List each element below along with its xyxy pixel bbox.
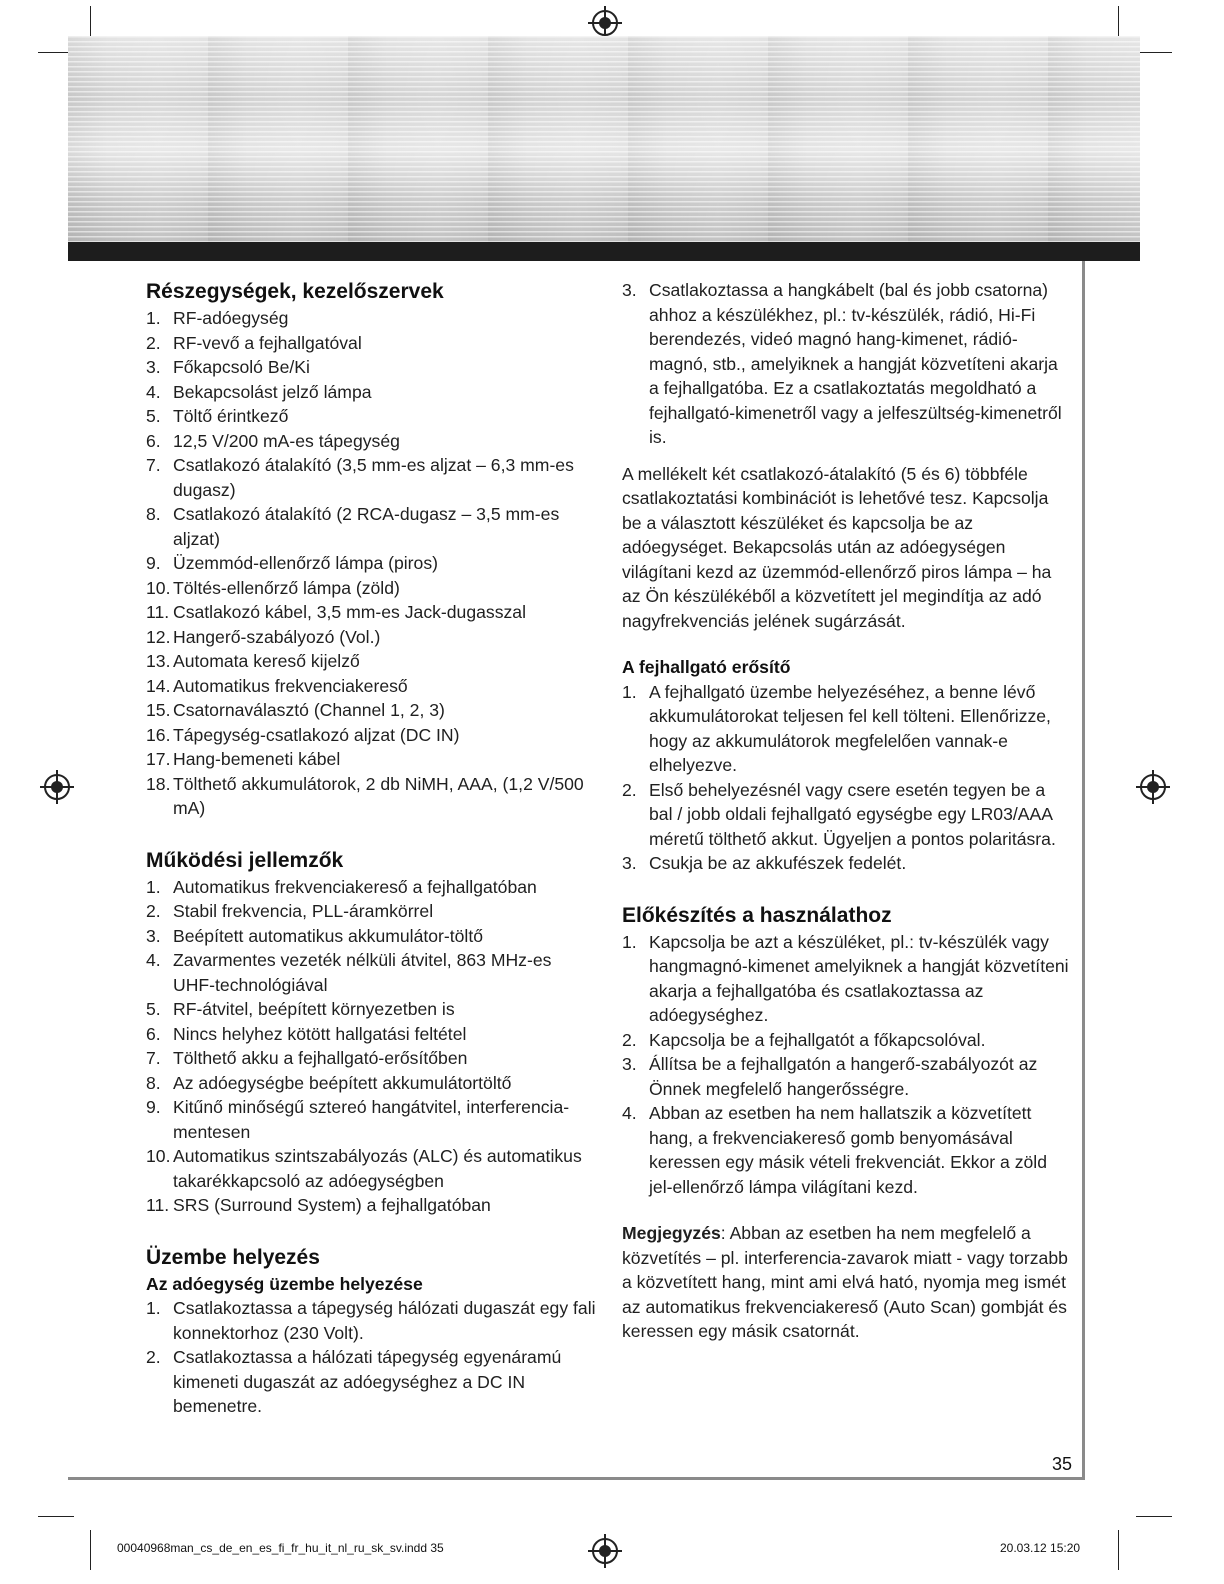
list-item <box>622 278 1072 450</box>
note-label: Megjegyzés <box>622 1223 721 1243</box>
list-item-text: Stabil frekvencia, PLL-áramkörrel <box>173 901 434 921</box>
list-item <box>146 997 596 1022</box>
setup-subheading: Az adóegység üzembe helyezése <box>146 1273 423 1294</box>
crop-mark <box>1118 6 1119 40</box>
list-item-number: 2. <box>146 901 161 921</box>
list-item-number: 1. <box>622 681 637 702</box>
list-item-text: A fejhallgató üzembe helyezéséhez, a benne lévő akkumulátorokat teljesen fel kell tölteni. Ellenőrizze, hogy az akkumulátorok megfelelően vannak-e elhelyezve. <box>649 681 1051 775</box>
list-item <box>146 331 596 356</box>
list-item-text: RF-átvitel, beépített környezetben is <box>173 999 455 1019</box>
list-item <box>146 674 596 699</box>
list-item-number: 1. <box>146 1298 161 1318</box>
list-item-number: 2. <box>146 332 161 353</box>
list-item-number: 6. <box>146 1023 161 1044</box>
adapter-paragraph: A mellékelt két csatlakozó-átalakító (5 és 6) többféle csatlakoztatási kombinációt is lehetővé tesz. Kapcsolja be a választott készüléket és kapcsolja be az adóegységet. Bekapcsolás után az adóegységen világítani kezd az üzemmód-ellenőrző piros lámpa – ha az Ön készülékéből a közvetített jel megindítja az adó nagyfrekvenciás jelének sugárzását. <box>622 463 1052 631</box>
list-item-number: 11. <box>146 1195 170 1215</box>
page-rule-right <box>1082 261 1085 1479</box>
list-item <box>146 747 596 772</box>
list-item-number: 1. <box>622 931 637 952</box>
list-item-text: Automata kereső kijelző <box>173 651 360 671</box>
list-item-number: 3. <box>146 925 161 946</box>
preparation-heading: Előkészítés a használathoz <box>622 903 892 927</box>
list-item-number: 11. <box>146 602 170 622</box>
list-item-number: 4. <box>146 381 161 402</box>
list-item-text: Töltés-ellenőrző lámpa (zöld) <box>173 577 400 598</box>
list-item-number: 18. <box>146 773 171 794</box>
list-item-number: 1. <box>146 876 161 897</box>
list-item-text: Zavarmentes vezeték nélküli átvitel, 863 MHz-es UHF-technológiával <box>173 950 552 995</box>
list-item-number: 6. <box>146 430 161 451</box>
list-item-number: 9. <box>146 1097 161 1117</box>
header-banner <box>68 36 1140 242</box>
list-item-text: Csatlakoztassa a hangkábelt (bal és jobb csatorna) ahhoz a készülékhez, pl.: tv-készülék, rádió, Hi-Fi berendezés, videó magnó hang-kimenet, rádió-magnó, stb., amelyiknek a hangját közvetíteni akarja a fejhallgatóba. Ez a csatlakoztatás megoldható a fejhallgató-kimenetről vagy a jelfeszültség-kimenetről is. <box>649 280 1062 447</box>
list-item <box>146 380 596 405</box>
list-item <box>146 355 596 380</box>
list-item <box>146 723 596 748</box>
list-item <box>146 600 596 625</box>
header-bar <box>68 242 1140 261</box>
list-item <box>146 1345 596 1419</box>
list-item-number: 17. <box>146 749 171 769</box>
list-item-number: 2. <box>146 1347 161 1367</box>
setup-list <box>146 1296 596 1419</box>
list-item <box>146 404 596 429</box>
list-item-number: 5. <box>146 406 161 426</box>
list-item-text: Csatlakozó átalakító (3,5 mm-es aljzat – 6,3 mm-es dugasz) <box>173 455 574 500</box>
list-item-number: 9. <box>146 553 161 573</box>
crop-mark <box>90 6 91 40</box>
list-item-text: Az adóegységbe beépített akkumulátortöltő <box>173 1072 512 1093</box>
list-item-text: Csatlakoztassa a hálózati tápegység egyenáramú kimeneti dugaszát az adóegységhez a DC IN bemenetre. <box>173 1347 562 1416</box>
list-item-text: Automatikus frekvenciakereső <box>173 675 408 696</box>
list-item <box>622 930 1072 1028</box>
list-item-text: RF-vevő a fejhallgatóval <box>173 332 362 353</box>
list-item-number: 10. <box>146 577 171 598</box>
list-item <box>622 778 1072 852</box>
list-item-number: 12. <box>146 626 171 647</box>
list-item-number: 3. <box>622 853 637 873</box>
note-paragraph <box>622 1221 1072 1344</box>
list-item-number: 5. <box>146 999 161 1019</box>
list-item <box>622 1052 1072 1101</box>
list-item-number: 4. <box>622 1103 637 1123</box>
list-item <box>146 1071 596 1096</box>
page-rule-bottom <box>68 1477 1085 1480</box>
list-item <box>146 502 596 551</box>
list-item <box>146 1144 596 1193</box>
list-item <box>146 899 596 924</box>
list-item-text: Automatikus szintszabályozás (ALC) és automatikus takarékkapcsoló az adóegységben <box>173 1146 582 1191</box>
list-item-text: SRS (Surround System) a fejhallgatóban <box>173 1195 491 1215</box>
list-item-number: 4. <box>146 950 161 970</box>
registration-mark-icon <box>592 10 618 36</box>
features-heading: Működési jellemzők <box>146 848 344 872</box>
list-item-text: Kitűnő minőségű sztereó hangátvitel, interferencia-mentesen <box>173 1097 570 1142</box>
list-item-text: Abban az esetben ha nem hallatszik a közvetített hang, a frekvenciakereső gomb benyomásával keressen egy másik vételi frekvenciát. Ekkor a zöld jel-ellenőrző lámpa világítani kezd. <box>649 1103 1047 1197</box>
list-item <box>146 875 596 900</box>
registration-mark-icon <box>592 1538 618 1564</box>
list-item <box>146 576 596 601</box>
left-column <box>146 278 596 1419</box>
list-item <box>146 698 596 723</box>
list-item <box>146 1296 596 1345</box>
right-column <box>622 278 1072 1344</box>
list-item-text: Csukja be az akkufészek fedelét. <box>649 853 907 873</box>
list-item-number: 14. <box>146 675 171 696</box>
list-item <box>146 1193 596 1218</box>
list-item-number: 2. <box>622 1029 637 1050</box>
list-item-text: Kapcsolja be azt a készüléket, pl.: tv-készülék vagy hangmagnó-kimenet amelyiknek a hangját közvetíteni akarja a fejhallgatóba és csatlakoztassa az adóegységhez. <box>649 931 1069 1025</box>
list-item <box>146 924 596 949</box>
list-item-number: 13. <box>146 651 171 671</box>
list-item-text: Hang-bemeneti kábel <box>173 749 341 769</box>
list-item-number: 3. <box>146 357 161 377</box>
list-item-text: Tölthető akku a fejhallgató-erősítőben <box>173 1048 468 1068</box>
list-item <box>622 851 1072 876</box>
list-item-text: Nincs helyhez kötött hallgatási feltétel <box>173 1023 467 1044</box>
list-item-text: Főkapcsoló Be/Ki <box>173 357 310 377</box>
list-item <box>146 1022 596 1047</box>
list-item-text: Bekapcsolást jelző lámpa <box>173 381 372 402</box>
list-item-text: Automatikus frekvenciakereső a fejhallgatóban <box>173 876 537 897</box>
list-item-text: Tápegység-csatlakozó aljzat (DC IN) <box>173 724 460 745</box>
list-item-text: Töltő érintkező <box>173 406 289 426</box>
list-item-text: Üzemmód-ellenőrző lámpa (piros) <box>173 553 438 573</box>
list-item-text: Kapcsolja be a fejhallgatót a főkapcsolóval. <box>649 1029 986 1050</box>
setup-heading: Üzembe helyezés <box>146 1245 320 1269</box>
list-item <box>622 1028 1072 1053</box>
footer-date: 20.03.12 15:20 <box>1000 1541 1081 1555</box>
list-item <box>146 625 596 650</box>
list-item-text: Csatornaválasztó (Channel 1, 2, 3) <box>173 700 445 720</box>
crop-mark <box>90 1530 91 1570</box>
list-item-text: Beépített automatikus akkumulátor-töltő <box>173 925 484 946</box>
list-item-number: 3. <box>622 280 637 300</box>
list-item <box>146 429 596 454</box>
list-item-text: Tölthető akkumulátorok, 2 db NiMH, AAA, (1,2 V/500 mA) <box>173 773 584 818</box>
crop-mark <box>1118 1530 1119 1570</box>
crop-mark <box>38 1516 74 1517</box>
list-item <box>146 772 596 821</box>
list-item-number: 7. <box>146 1048 161 1068</box>
list-item <box>146 551 596 576</box>
list-item-number: 1. <box>146 308 161 328</box>
list-item-number: 3. <box>622 1054 637 1074</box>
registration-mark-icon <box>44 774 70 800</box>
registration-mark-icon <box>1140 774 1166 800</box>
page-number: 35 <box>1052 1454 1073 1474</box>
list-item-text: 12,5 V/200 mA-es tápegység <box>173 430 400 451</box>
list-item-text: Csatlakoztassa a tápegység hálózati dugaszát egy fali konnektorhoz (230 Volt). <box>173 1298 596 1343</box>
list-item-text: Első behelyezésnél vagy csere esetén tegyen be a bal / jobb oldali fejhallgató egységbe egy LR03/AAA méretű tölthető akkut. Ügyeljen a pontos polaritásra. <box>649 779 1056 849</box>
list-item-number: 7. <box>146 455 161 475</box>
list-item-number: 10. <box>146 1146 171 1166</box>
components-list <box>146 306 596 821</box>
list-item <box>146 1046 596 1071</box>
list-item-text: RF-adóegység <box>173 308 289 328</box>
list-item-number: 8. <box>146 504 161 524</box>
list-item-number: 15. <box>146 700 171 720</box>
amplifier-heading: A fejhallgató erősítő <box>622 657 791 677</box>
list-item <box>146 948 596 997</box>
list-item <box>146 306 596 331</box>
components-heading: Részegységek, kezelőszervek <box>146 280 444 303</box>
list-item-number: 16. <box>146 724 171 745</box>
list-item-number: 8. <box>146 1072 161 1093</box>
list-item-text: Csatlakozó kábel, 3,5 mm-es Jack-dugasszal <box>173 602 527 622</box>
list-item-number: 2. <box>622 779 637 800</box>
note-text: : Abban az esetben ha nem megfelelő a közvetítés – pl. interferencia-zavarok miatt - vagy torzabb a közvetített hang, mint ami elvá ható, nyomja meg ismét az automatikus frekvenciakereső (Auto Scan) gombját és keressen egy másik csatornát. <box>622 1223 1068 1341</box>
footer-filename: 00040968man_cs_de_en_es_fi_fr_hu_it_nl_ru_sk_sv.indd 35 <box>117 1541 444 1555</box>
list-item <box>622 680 1072 778</box>
list-item-text: Csatlakozó átalakító (2 RCA-dugasz – 3,5 mm-es aljzat) <box>173 504 560 549</box>
list-item-text: Állítsa be a fejhallgatón a hangerő-szabályozót az Önnek megfelelő hangerősségre. <box>649 1054 1038 1099</box>
features-list <box>146 875 596 1218</box>
list-item <box>622 1101 1072 1199</box>
preparation-list <box>622 930 1072 1200</box>
crop-mark <box>1136 1516 1172 1517</box>
setup-continued-list <box>622 278 1072 450</box>
list-item <box>146 453 596 502</box>
crop-mark <box>1136 52 1172 53</box>
list-item-text: Hangerő-szabályozó (Vol.) <box>173 626 381 647</box>
list-item <box>146 649 596 674</box>
amplifier-list <box>622 680 1072 876</box>
list-item <box>146 1095 596 1144</box>
